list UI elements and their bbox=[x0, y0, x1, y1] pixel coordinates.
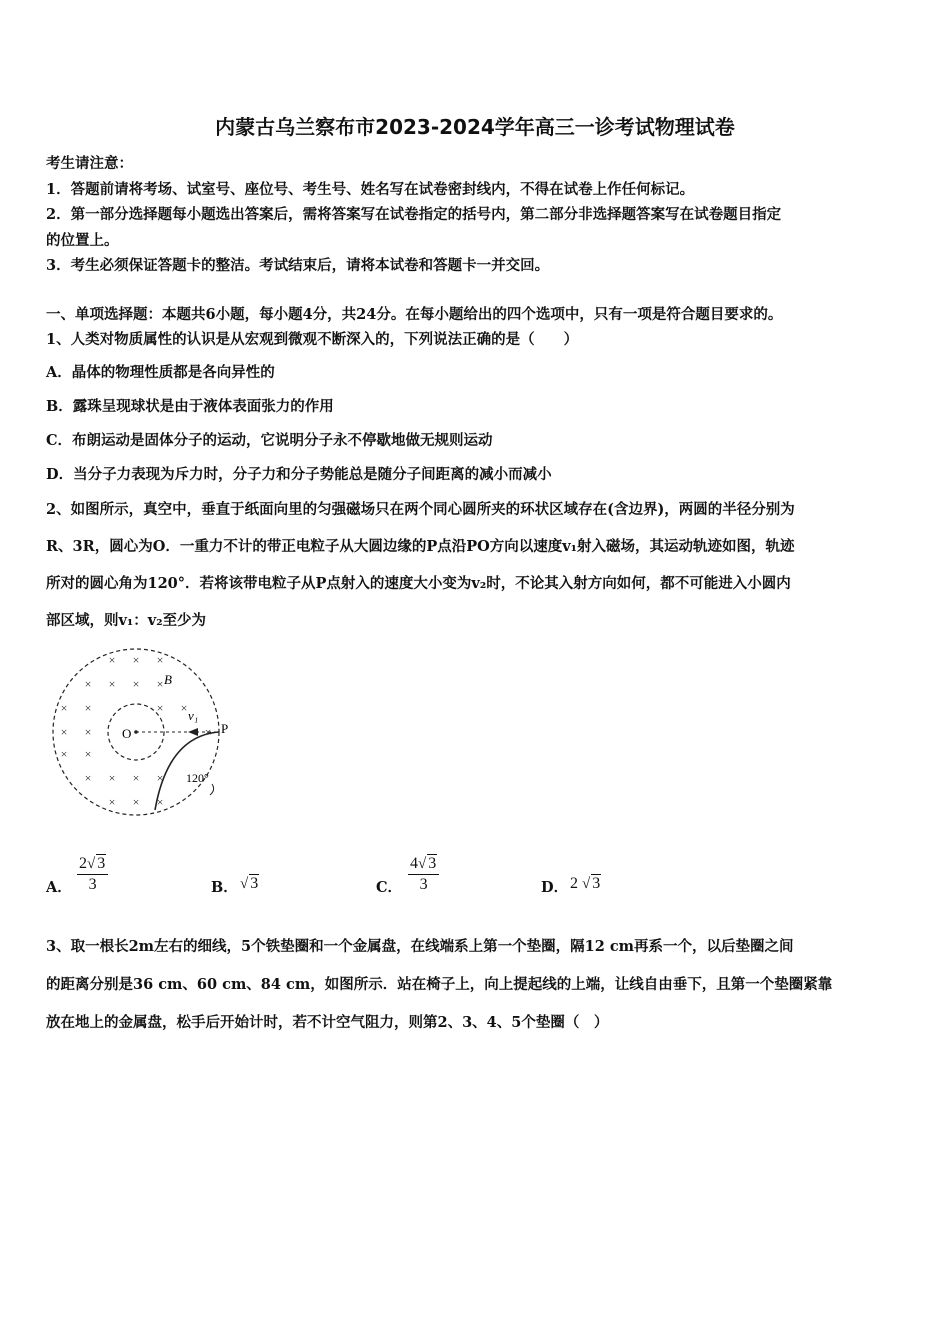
cross-mark: × bbox=[60, 747, 68, 761]
q1-option-a: A．晶体的物理性质都是各向异性的 bbox=[46, 364, 275, 381]
label-angle: 120° bbox=[186, 771, 209, 785]
cross-mark: × bbox=[156, 701, 164, 715]
cross-mark: × bbox=[132, 653, 140, 667]
q2-stem-line: 所对的圆心角为120°．若将该带电粒子从P点射入的速度大小变为v₂时，不论其入射方向如何，都不可能进入小圆内 bbox=[46, 575, 791, 592]
q2-stem-line: R、3R，圆心为O．一重力不计的带正电粒子从大圆边缘的P点沿PO方向以速度v₁射入磁场，其运动轨迹如图，轨迹 bbox=[46, 538, 795, 555]
notice-item: 1．答题前请将考场、试室号、座位号、考生号、姓名写在试卷密封线内，不得在试卷上作任何标记。 bbox=[46, 181, 695, 198]
cross-mark: × bbox=[132, 795, 140, 809]
q2-option-d-label: D． bbox=[541, 879, 569, 896]
cross-mark: × bbox=[60, 725, 68, 739]
angle-arc bbox=[210, 784, 214, 795]
q2-option-b-label: B． bbox=[211, 879, 238, 896]
q2-stem-line: 2、如图所示，真空中，垂直于纸面向里的匀强磁场只在两个同心圆所夹的环状区域存在(含边界)，两圆的半径分别为 bbox=[46, 501, 795, 518]
cross-mark: × bbox=[204, 725, 212, 739]
label-b: B bbox=[164, 672, 172, 687]
cross-mark: × bbox=[84, 725, 92, 739]
radicand: 3 bbox=[592, 875, 601, 892]
denominator: 3 bbox=[88, 876, 97, 893]
q2-option-a-value: $\frac{2√ 3}{3}$ bbox=[77, 854, 108, 894]
notice-item: 3．考生必须保证答题卡的整洁。考试结束后，请将本试卷和答题卡一并交回。 bbox=[46, 257, 550, 274]
magnetic-field-figure bbox=[40, 640, 240, 820]
q1-stem: 1、人类对物质属性的认识是从宏观到微观不断深入的，下列说法正确的是（ ） bbox=[46, 331, 579, 348]
cross-mark: × bbox=[156, 795, 164, 809]
radicand: 3 bbox=[428, 855, 437, 872]
coefficient: 2 bbox=[79, 855, 87, 872]
q2-stem-line: 部区域，则v₁：v₂至少为 bbox=[46, 612, 207, 629]
section-heading: 一、单项选择题：本题共6小题，每小题4分，共24分。在每小题给出的四个选项中，只有一项是符合题目要求的。 bbox=[46, 306, 783, 323]
velocity-arrow-head bbox=[188, 728, 198, 736]
coefficient: 4 bbox=[410, 855, 418, 872]
cross-mark: × bbox=[132, 677, 140, 691]
cross-mark: × bbox=[108, 771, 116, 785]
cross-mark: × bbox=[156, 653, 164, 667]
cross-mark: × bbox=[132, 771, 140, 785]
cross-mark: × bbox=[84, 677, 92, 691]
cross-mark: × bbox=[156, 771, 164, 785]
label-o: O bbox=[122, 726, 132, 741]
q2-option-d-value: 2 √ 3 bbox=[570, 875, 601, 892]
center-dot bbox=[134, 730, 138, 734]
cross-mark: × bbox=[84, 701, 92, 715]
cross-mark: × bbox=[108, 653, 116, 667]
label-p: P bbox=[221, 721, 229, 736]
radicand: 3 bbox=[97, 855, 106, 872]
cross-mark: × bbox=[84, 771, 92, 785]
notice-item: 的位置上。 bbox=[46, 232, 119, 249]
notice-item: 2．第一部分选择题每小题选出答案后，需将答案写在试卷指定的括号内，第二部分非选择题答案写在试卷题目指定 bbox=[46, 206, 782, 223]
cross-mark: × bbox=[60, 701, 68, 715]
cross-mark: × bbox=[156, 677, 164, 691]
coefficient: 2 bbox=[570, 875, 578, 892]
q2-option-a-label: A． bbox=[46, 879, 72, 896]
cross-mark: × bbox=[108, 795, 116, 809]
cross-mark: × bbox=[180, 701, 188, 715]
q2-option-b-value: √ 3 bbox=[240, 875, 259, 892]
notice-heading: 考生请注意： bbox=[46, 155, 133, 172]
cross-mark: × bbox=[108, 677, 116, 691]
cross-mark: × bbox=[84, 747, 92, 761]
q2-option-c-value: $\frac{4√ 3}{3}$ bbox=[408, 854, 439, 894]
q3-stem-line: 的距离分别是36 cm、60 cm、84 cm，如图所示．站在椅子上，向上提起线的上端，让线自由垂下，且第一个垫圈紧靠 bbox=[46, 976, 833, 993]
q2-option-c-label: C． bbox=[376, 879, 403, 896]
page-title: 内蒙古乌兰察布市2023-2024学年高三一诊考试物理试卷 bbox=[215, 115, 735, 139]
q3-stem-line: 放在地上的金属盘，松手后开始计时，若不计空气阻力，则第2、3、4、5个垫圈（ ） bbox=[46, 1014, 609, 1031]
denominator: 3 bbox=[419, 876, 428, 893]
label-v1: v₁ bbox=[188, 708, 199, 723]
radicand: 3 bbox=[250, 875, 259, 892]
q1-option-b: B．露珠呈现球状是由于液体表面张力的作用 bbox=[46, 398, 334, 415]
q1-option-d: D．当分子力表现为斥力时，分子力和分子势能总是随分子间距离的减小而减小 bbox=[46, 466, 552, 483]
q3-stem-line: 3、取一根长2m左右的细线，5个铁垫圈和一个金属盘，在线端系上第一个垫圈，隔12 cm再系一个，以后垫圈之间 bbox=[46, 938, 794, 955]
q1-option-c: C．布朗运动是固体分子的运动，它说明分子永不停歇地做无规则运动 bbox=[46, 432, 493, 449]
